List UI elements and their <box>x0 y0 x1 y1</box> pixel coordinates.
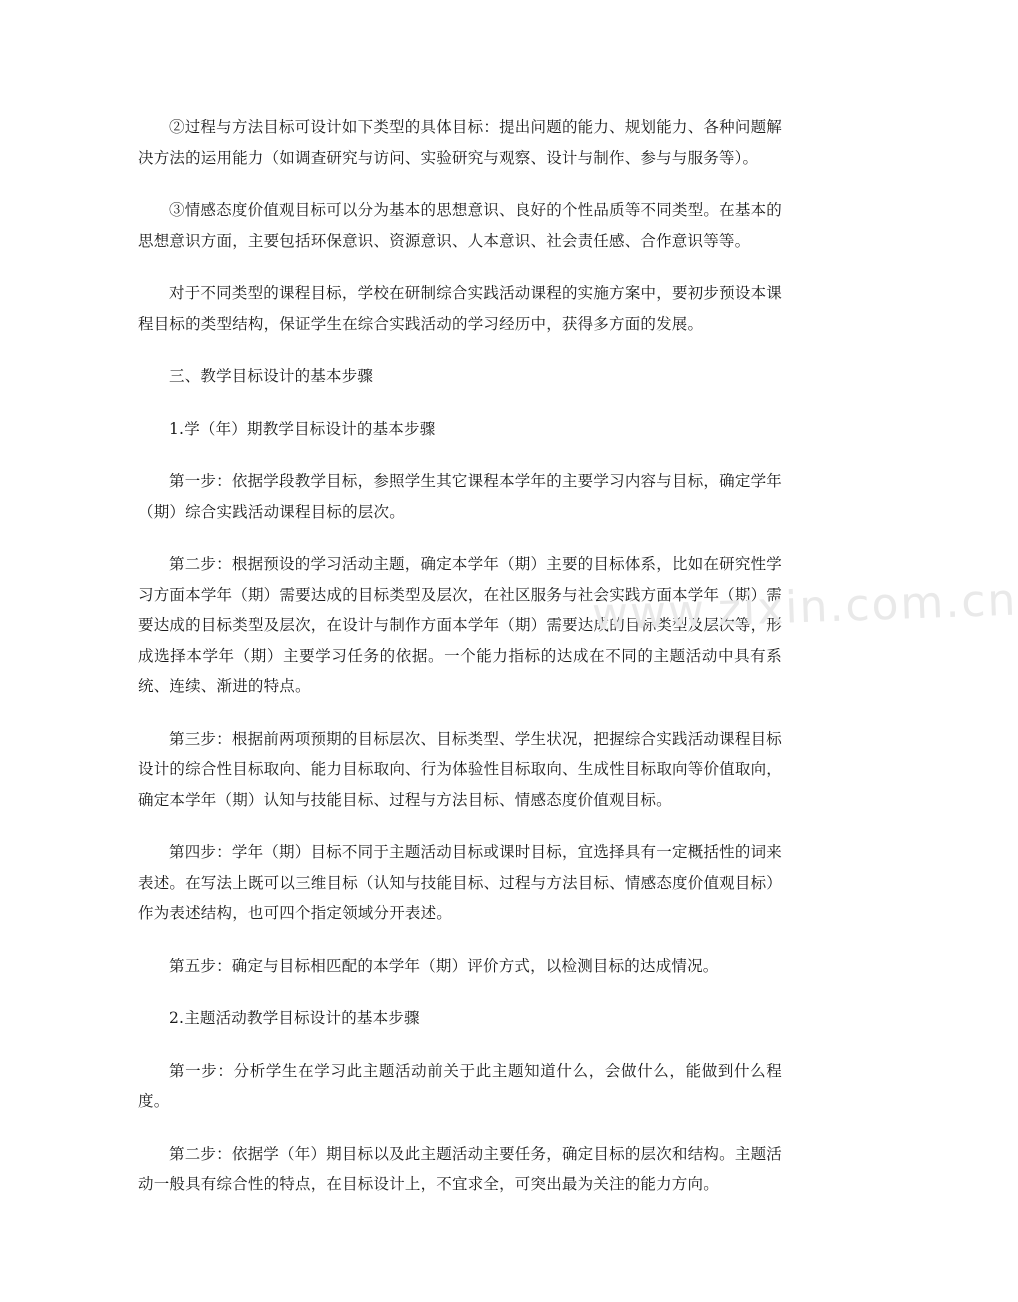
paragraph-emotion-attitude-goals: ③情感态度价值观目标可以分为基本的思想意识、良好的个性品质等不同类型。在基本的思想意识方面，主要包括环保意识、资源意识、人本意识、社会责任感、合作意识等等。 <box>138 201 782 250</box>
paragraph-goal-types-structure: 对于不同类型的课程目标，学校在研制综合实践活动课程的实施方案中，要初步预设本课程目标的类型结构，保证学生在综合实践活动的学习经历中，获得多方面的发展。 <box>138 284 782 333</box>
document-body <box>138 112 782 1222</box>
paragraph-step-two: 第二步：根据预设的学习活动主题，确定本学年（期）主要的目标体系，比如在研究性学习方面本学年（期）需要达成的目标类型及层次，在社区服务与社会实践方面本学年（期）需要达成的目标类型及层次，在设计与制作方面本学年（期）需要达成的目标类型及层次等，形成选择本学年（期）主要学习任务的依据。一个能力指标的达成在不同的主题活动中具有系统、连续、渐进的特点。 <box>138 555 782 695</box>
paragraph-step-five: 第五步：确定与目标相匹配的本学年（期）评价方式，以检测目标的达成情况。 <box>169 956 719 975</box>
paragraph-step-one: 第一步：依据学段教学目标，参照学生其它课程本学年的主要学习内容与目标，确定学年（期）综合实践活动课程目标的层次。 <box>138 472 782 521</box>
paragraph-process-method-goals: ②过程与方法目标可设计如下类型的具体目标：提出问题的能力、规划能力、各种问题解决方法的运用能力（如调查研究与访问、实验研究与观察、设计与制作、参与与服务等）。 <box>138 118 782 167</box>
subheading-theme-activity-steps: 2.主题活动教学目标设计的基本步骤 <box>169 1009 420 1027</box>
watermark: www.zixin.com.cn <box>591 574 1018 641</box>
paragraph-theme-step-one: 第一步：分析学生在学习此主题活动前关于此主题知道什么，会做什么，能做到什么程度。 <box>138 1061 782 1110</box>
paragraph-theme-step-two: 第二步：依据学（年）期目标以及此主题活动主要任务，确定目标的层次和结构。主题活动一般具有综合性的特点，在目标设计上，不宜求全，可突出最为关注的能力方向。 <box>138 1144 782 1193</box>
paragraph-step-three: 第三步：根据前两项预期的目标层次、目标类型、学生状况，把握综合实践活动课程目标设计的综合性目标取向、能力目标取向、行为体验性目标取向、生成性目标取向等价值取向，确定本学年（期）认知与技能目标、过程与方法目标、情感态度价值观目标。 <box>138 729 782 809</box>
paragraph-step-four: 第四步：学年（期）目标不同于主题活动目标或课时目标，宜选择具有一定概括性的词来表述。在写法上既可以三维目标（认知与技能目标、过程与方法目标、情感态度价值观目标）作为表述结构，也可四个指定领域分开表述。 <box>138 843 782 922</box>
subheading-semester-steps: 1.学（年）期教学目标设计的基本步骤 <box>169 419 436 438</box>
section-heading-basic-steps: 三、教学目标设计的基本步骤 <box>169 367 374 385</box>
